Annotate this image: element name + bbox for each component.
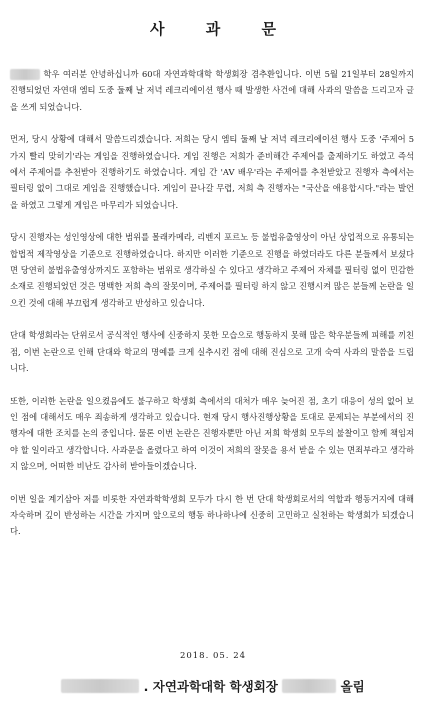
signature-suffix: 올림 <box>340 679 365 694</box>
paragraph-situation: 먼저, 당시 상황에 대해서 말씀드리겠습니다. 저희는 당시 엠티 둘째 날 저녁 레크리에이션 행사 도중 '주제어 5가지 빨리 맞히기'라는 게임을 진행하였습니다. 게임 진행은 저희가 준비해간 주제어를 출제하기도 하였고 즉석에서 주제어를 추천받아 진행하기도 하였습니다. 게임 간 'AV 배우'라는 주제어를 추천받았고 진행자 측에서는 필터링 없이 그대로 게임을 진행했습니다. 게임이 끝나갈 무렵, 저희 측 진행자는 "국산을 애용합시다."라는 발언을 하였고 그렇게 게임은 마무리가 되었습니다. <box>10 134 414 210</box>
redacted-president-name <box>282 679 336 693</box>
signature-text: . 자연과학대학 학생회장 <box>143 679 278 694</box>
paragraph-apology: 단대 학생회라는 단위로서 공식적인 행사에 신중하지 못한 모습으로 행동하지 못해 많은 학우분들께 피해를 끼친 점, 이번 논란으로 인해 단대와 학교의 명예를 크게 실추시킨 점에 대해 진심으로 고개 숙여 사과의 말씀을 드립니다. <box>10 330 414 374</box>
paragraph-intro <box>10 66 414 115</box>
paragraph-closing: 이번 일을 계기삼아 저를 비롯한 자연과학학생회 모두가 다시 한 번 단대 학생회로서의 역할과 행동거지에 대해 자숙하며 깊이 반성하는 시간을 가지며 앞으로의 행동 하나하나에 신중히 고민하고 실천하는 학생회가 되겠습니다. <box>10 493 414 537</box>
document-date: 2018. 05. 24 <box>179 651 247 661</box>
paragraph-response: 또한, 이러한 논란을 일으켰음에도 불구하고 학생회 측에서의 대처가 매우 늦어진 점, 초기 대응이 성의 없어 보인 점에 대해서도 매우 죄송하게 생각하고 있습니다. 현재 당시 행사진행상황을 토대로 문제되는 부분에서의 진행자에 대한 조치를 논의 중입니다. 물론 이번 논란은 진행자뿐만 아닌 저희 학생회 모두의 불찰이고 함께 책임져야 할 일이라고 생각합니다. 사과문을 올렸다고 하여 이것이 저희의 잘못을 용서 받을 수 있는 면죄부라고 생각하지 않으며, 어떠한 비난도 감사히 받아들이겠습니다. <box>10 395 414 472</box>
signature-line <box>0 677 426 695</box>
document-title: 사 과 문 <box>150 20 294 38</box>
paragraph-explanation: 당시 진행자는 성인영상에 대한 범위를 몰래카메라, 리벤지 포르노 등 불법유출영상이 아닌 상업적으로 유통되는 합법적 제작영상을 기준으로 진행하였습니다. 하지만 이러한 기준으로 진행을 하였더라도 다른 분들께서 보셨다면 당연히 불법유출영상까지도 포함하는 범위로 생각하실 수 있다고 생각하고 주제어 자체를 필터링 없이 민감한 소재로 진행되었던 것은 명백한 저희 측의 잘못이며, 주제어를 필터링 하지 않고 진행시켜 많은 분들께 논란을 일으킨 것에 대해 부끄럽게 생각하고 반성하고 있습니다. <box>10 232 414 308</box>
paragraph-intro-text: 학우 여러분 안녕하십니까 60대 자연과학대학 학생회장 겸추환입니다. 이번 5월 21일부터 28일까지 진행되었던 자연대 엠티 도중 둘째 날 저녁 레크리에이션 행사 때 발생한 사건에 대해 사과의 말씀을 드리고자 글을 쓰게 되었습니다. <box>10 69 415 112</box>
redacted-signature-block <box>61 679 139 693</box>
redacted-name-block <box>10 69 40 80</box>
document-body <box>10 66 414 540</box>
